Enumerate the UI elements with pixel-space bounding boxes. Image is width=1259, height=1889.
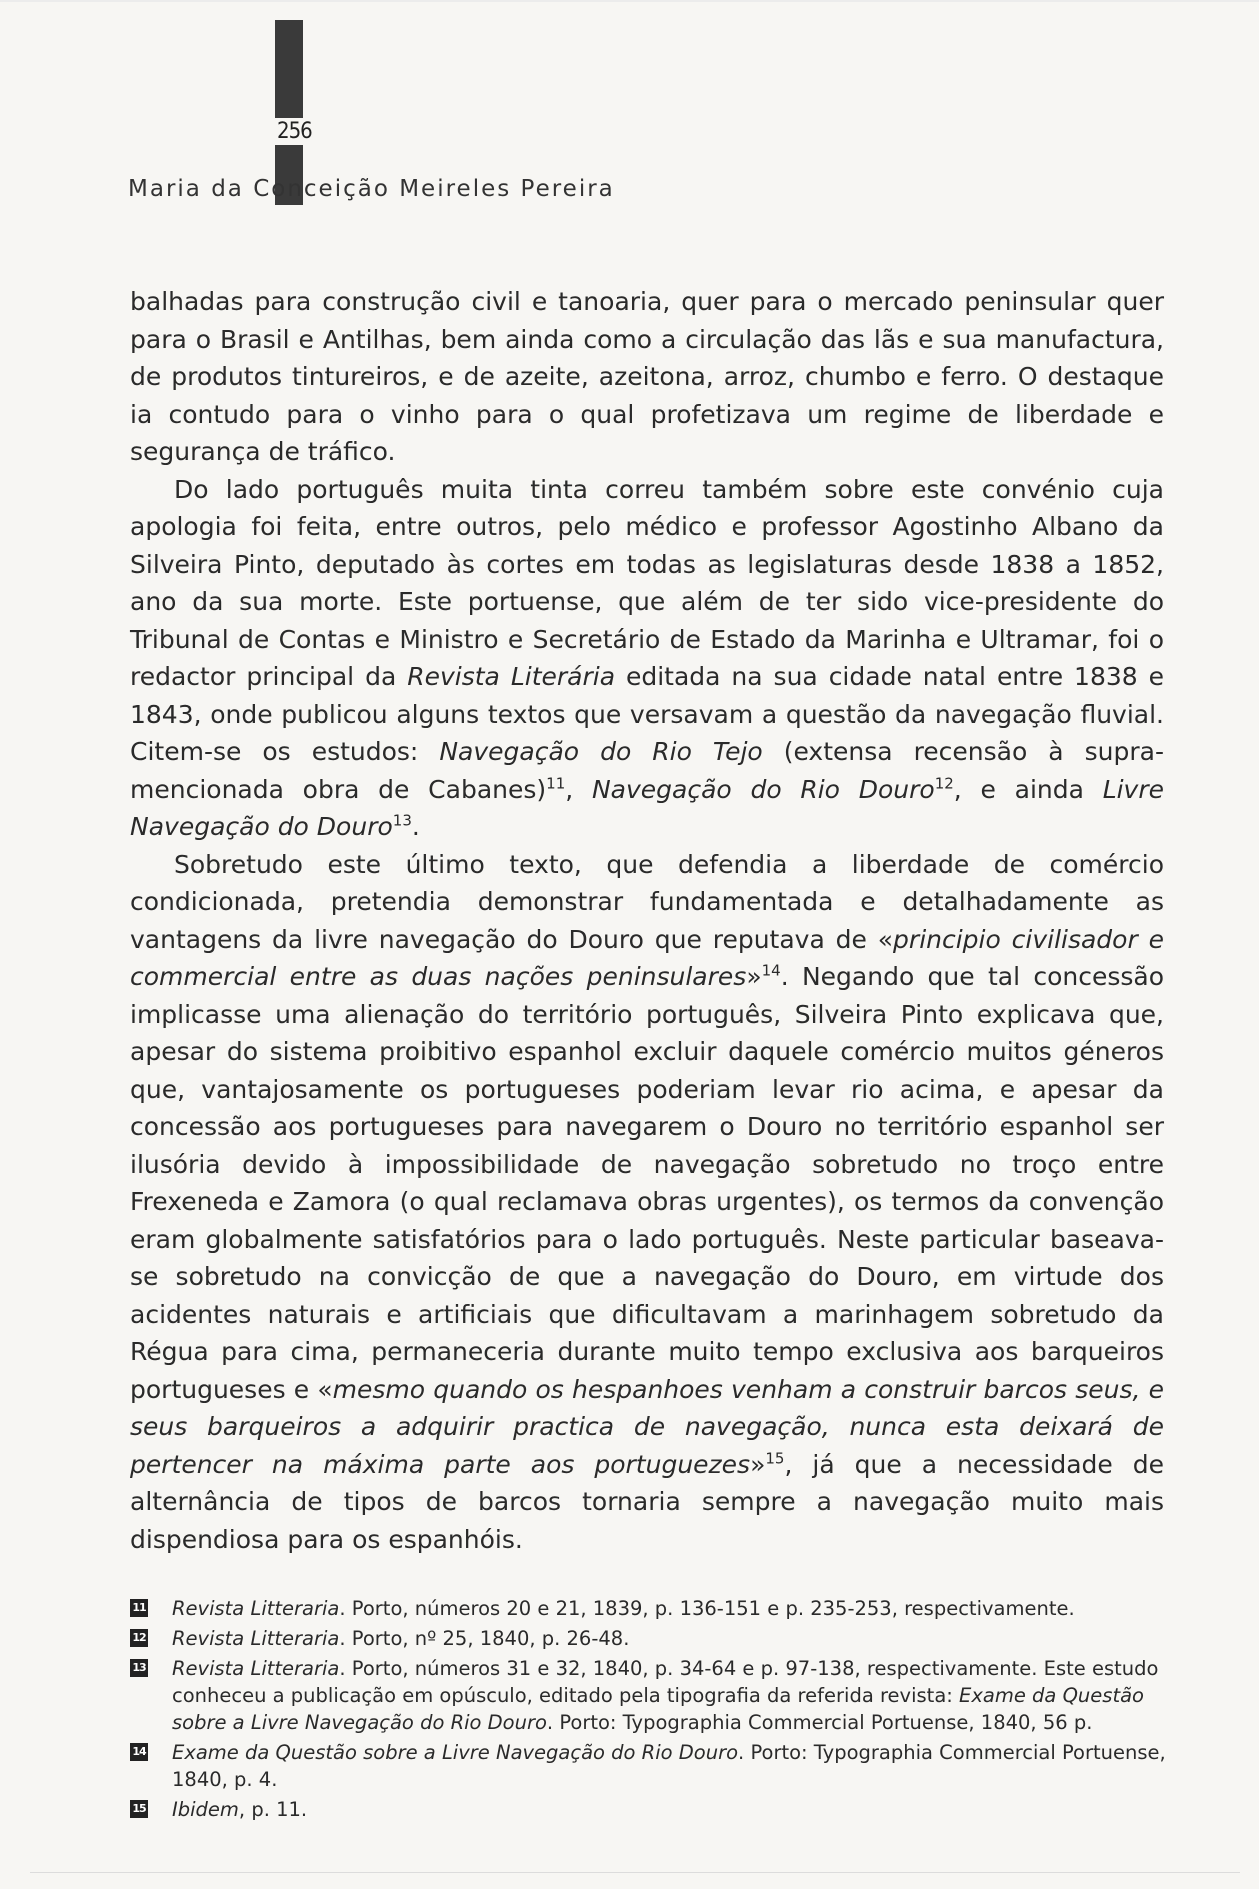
text-run: (extensa recensão à supra-mencionada obra de Cabanes)	[130, 737, 1164, 804]
footnote	[130, 1625, 1175, 1652]
footnote-ref: 11	[546, 774, 566, 793]
footnote	[130, 1739, 1175, 1793]
footnote-text	[172, 1625, 1175, 1652]
paragraph	[130, 846, 1164, 1559]
page-bottom-rule	[30, 1872, 1240, 1873]
text-run: .	[411, 812, 420, 841]
footnote-marker: 12	[130, 1629, 148, 1647]
footnote-ref: 14	[761, 961, 781, 980]
footnote-marker: 14	[130, 1743, 148, 1761]
italic-text: Livre Navegação do Douro	[130, 774, 1165, 841]
text-run: balhadas para construção civil e tanoaria, quer para o mercado peninsular quer para o Brasil e Antilhas, bem ainda como a circulação das lãs e sua manufactura, de produtos tintureiros, e de azeite, azeitona, arroz, chumbo e ferro. O destaque ia contudo para o vinho para o qual profetizava um regime de liberdade e segurança de tráfico.	[130, 287, 1164, 466]
italic-text: Revista Litteraria	[172, 1597, 340, 1620]
footnote-text	[172, 1595, 1175, 1622]
footnote-marker: 11	[130, 1599, 148, 1617]
footnote	[130, 1796, 1175, 1823]
italic-text: principio civilisador e commercial entre as duas nações peninsulares	[130, 924, 1164, 991]
footnote	[130, 1595, 1175, 1622]
footnote-ref: 12	[934, 774, 954, 793]
text-run: Do lado português muita tinta correu também sobre este convénio cuja apologia foi feita, entre outros, pelo médico e professor Agostinho Albano da Silveira Pinto, deputado às cortes em todas as legislaturas desde 1838 a 1852, ano da sua morte. Este portuense, que além de ter sido vice-presidente do Tribunal de Contas e Ministro e Secretário de Estado da Marinha e Ultramar, foi o redactor principal da	[130, 474, 1164, 691]
footnote-marker: 15	[130, 1800, 148, 1818]
footnote-marker: 13	[130, 1659, 148, 1677]
footnote-text	[172, 1796, 1175, 1823]
text-run: editada na sua cidade natal entre 1838 e 1843, onde publicou alguns textos que versavam a questão da navegação fluvial. Citem-se os estudos:	[130, 662, 1164, 766]
text-run: . Porto: Typographia Commercial Portuense, 1840, 56 p.	[546, 1711, 1093, 1734]
text-run: , já que a necessidade de alternância de tipos de barcos tornaria sempre a navegação muito mais dispendiosa para os espanhóis.	[130, 1449, 1164, 1554]
text-run: . Porto, números 31 e 32, 1840, p. 34-64 e p. 97-138, respectivamente. Este estudo conheceu a publicação em opúsculo, editado pela tipografia da referida revista:	[172, 1657, 1159, 1707]
italic-text: mesmo quando os hespanhoes venham a construir barcos seus, e seus barqueiros a adquirir practica de navegação, nunca esta deixará de pertencer na máxima parte aos portuguezes	[130, 1374, 1164, 1479]
italic-text: Revista Literária	[407, 662, 616, 691]
text-run: . Porto, números 20 e 21, 1839, p. 136-151 e p. 235-253, respectivamente.	[339, 1597, 1075, 1620]
footnote-ref: 13	[392, 811, 412, 830]
page-marker-bar-top	[275, 20, 303, 118]
footnote-ref: 15	[765, 1449, 785, 1468]
italic-text: Exame da Questão sobre a Livre Navegação do Rio Douro	[172, 1684, 1144, 1734]
text-run: , e ainda	[953, 774, 1103, 804]
running-header-author: Maria da Conceição Meireles Pereira	[128, 176, 615, 202]
italic-text: Ibidem	[172, 1798, 239, 1821]
page-top-edge	[0, 0, 1259, 2]
text-run: , p. 11.	[238, 1798, 308, 1821]
text-run: »	[750, 1449, 766, 1479]
italic-text: Navegação do Rio Tejo	[439, 737, 763, 766]
footnotes	[130, 1595, 1175, 1826]
text-run: . Porto, nº 25, 1840, p. 26-48.	[339, 1627, 630, 1650]
italic-text: Revista Litteraria	[172, 1657, 340, 1680]
footnote-text	[172, 1739, 1175, 1793]
italic-text: Revista Litteraria	[172, 1627, 340, 1650]
text-run: ,	[565, 774, 592, 804]
body-text	[130, 283, 1164, 1558]
italic-text: Navegação do Rio Douro	[591, 774, 935, 804]
page-number: 256	[277, 119, 312, 144]
text-run: Sobretudo este último texto, que defendia a liberdade de comércio condicionada, pretendia demonstrar fundamentada e detalhadamente as vantagens da livre navegação do Douro que reputava de «	[130, 849, 1164, 954]
footnote	[130, 1655, 1175, 1736]
text-run: »	[746, 962, 762, 991]
text-run: . Negando que tal concessão implicasse uma alienação do território português, Silveira Pinto explicava que, apesar do sistema proibitivo espanhol excluir daquele comércio muitos géneros que, vantajosamente os portugueses poderiam levar rio acima, e apesar da concessão aos portugueses para navegarem o Douro no território espanhol ser ilusória devido à impossibilidade de navegação sobretudo no troço entre Frexeneda e Zamora (o qual reclamava obras urgentes), os termos da convenção eram globalmente satisfatórios para o lado português. Neste particular baseava-se sobretudo na convicção de que a navegação do Douro, em virtude dos acidentes naturais e artificiais que dificultavam a marinhagem sobretudo da Régua para cima, permaneceria durante muito tempo exclusiva aos barqueiros portugueses e «	[130, 962, 1164, 1404]
text-run: . Porto: Typographia Commercial Portuense, 1840, p. 4.	[172, 1741, 1166, 1791]
italic-text: Exame da Questão sobre a Livre Navegação do Rio Douro	[172, 1741, 739, 1764]
footnote-text	[172, 1655, 1175, 1736]
paragraph	[130, 471, 1164, 846]
paragraph	[130, 283, 1164, 471]
